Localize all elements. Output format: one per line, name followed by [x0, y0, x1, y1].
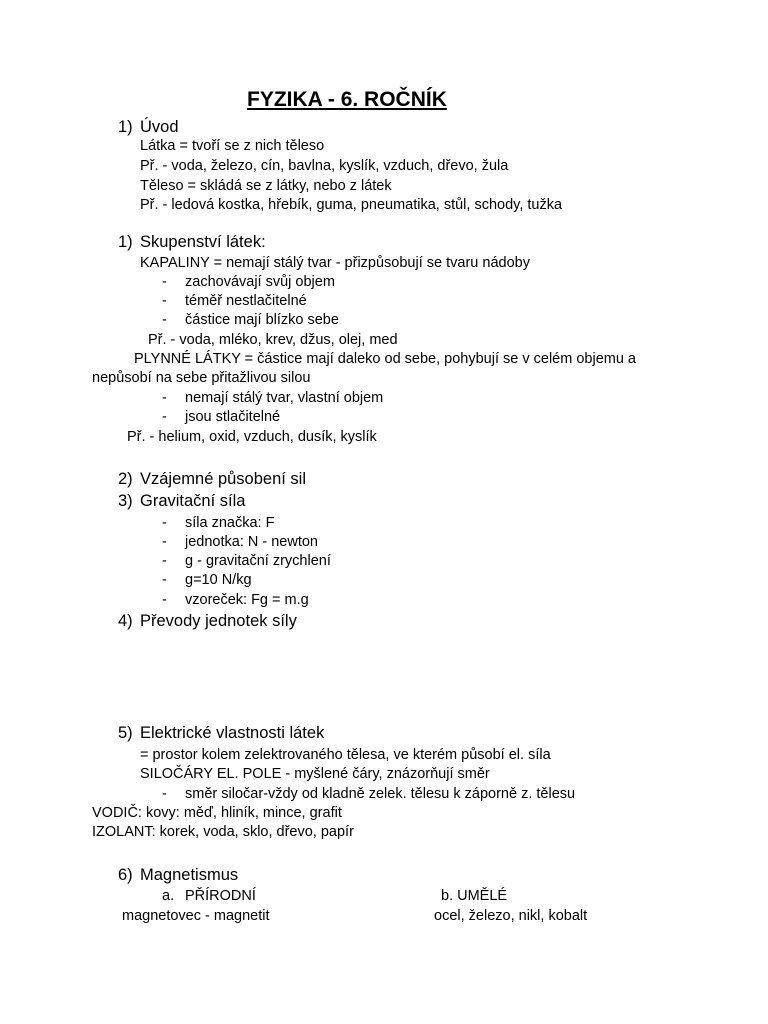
section-heading-elektricke: Elektrické vlastnosti látek — [140, 724, 325, 742]
text-line: IZOLANT: korek, voda, sklo, dřevo, papír — [92, 824, 354, 840]
text-line: Těleso = skládá se z látky, nebo z látek — [140, 178, 392, 194]
section-number: 1) — [118, 118, 133, 136]
bullet-dash: - — [162, 409, 167, 425]
text-line: ocel, železo, nikl, kobalt — [434, 908, 588, 924]
section-number: 1) — [118, 233, 133, 251]
text-line: Látka = tvoří se z nich těleso — [140, 138, 325, 154]
list-item: vzoreček: Fg = m.g — [185, 592, 309, 608]
section-number: 3) — [118, 492, 133, 510]
text-line: Př. - voda, mléko, krev, džus, olej, med — [148, 332, 398, 348]
bullet-dash: - — [162, 534, 167, 550]
bullet-dash: - — [162, 786, 167, 802]
bullet-dash: - — [162, 274, 167, 290]
list-item: b. UMĚLÉ — [441, 888, 508, 904]
text-line: KAPALINY = nemají stálý tvar - přizpůsobují se tvaru nádoby — [140, 255, 530, 271]
list-item: nemají stálý tvar, vlastní objem — [185, 390, 384, 406]
text-line: Př. - ledová kostka, hřebík, guma, pneumatika, stůl, schody, tužka — [140, 197, 563, 213]
bullet-dash: - — [162, 553, 167, 569]
list-item: téměř nestlačitelné — [185, 293, 307, 309]
text-line: VODIČ: kovy: měď, hliník, mince, grafit — [92, 805, 342, 821]
list-item: g=10 N/kg — [185, 572, 252, 588]
page-title: FYZIKA - 6. ROČNÍK — [247, 88, 447, 111]
list-marker: a. — [162, 888, 175, 904]
text-line: Př. - voda, železo, cín, bavlna, kyslík, vzduch, dřevo, žula — [140, 158, 509, 174]
text-line: nepůsobí na sebe přitažlivou silou — [92, 370, 311, 386]
list-item: jednotka: N - newton — [185, 534, 318, 550]
list-item: směr siločar-vždy od kladně zelek. tělesu k záporně z. tělesu — [185, 786, 576, 802]
section-heading-vzajemne: Vzájemné působení sil — [140, 470, 307, 488]
text-line: = prostor kolem zelektrovaného tělesa, ve kterém působí el. síla — [140, 747, 551, 763]
list-item: síla značka: F — [185, 515, 275, 531]
section-heading-uvod: Úvod — [140, 118, 179, 136]
list-item: zachovávají svůj objem — [185, 274, 335, 290]
text-line: PLYNNÉ LÁTKY = částice mají daleko od sebe, pohybují se v celém objemu a — [134, 351, 636, 367]
text-line: Př. - helium, oxid, vzduch, dusík, kyslík — [127, 429, 377, 445]
section-heading-gravitacni: Gravitační síla — [140, 492, 246, 510]
bullet-dash: - — [162, 572, 167, 588]
text-line: magnetovec - magnetit — [122, 908, 270, 924]
list-item: jsou stlačitelné — [185, 409, 281, 425]
section-number: 4) — [118, 612, 133, 630]
section-heading-skupenstvi: Skupenství látek: — [140, 233, 266, 251]
bullet-dash: - — [162, 592, 167, 608]
list-item: PŘÍRODNÍ — [185, 888, 256, 904]
section-heading-prevody: Převody jednotek síly — [140, 612, 297, 630]
list-item: g - gravitační zrychlení — [185, 553, 331, 569]
section-number: 6) — [118, 866, 133, 884]
section-number: 5) — [118, 724, 133, 742]
list-item: částice mají blízko sebe — [185, 312, 339, 328]
bullet-dash: - — [162, 515, 167, 531]
section-number: 2) — [118, 470, 133, 488]
bullet-dash: - — [162, 293, 167, 309]
bullet-dash: - — [162, 312, 167, 328]
section-heading-magnetismus: Magnetismus — [140, 866, 239, 884]
bullet-dash: - — [162, 390, 167, 406]
text-line: SILOČÁRY EL. POLE - myšlené čáry, znázorňují směr — [140, 766, 490, 782]
